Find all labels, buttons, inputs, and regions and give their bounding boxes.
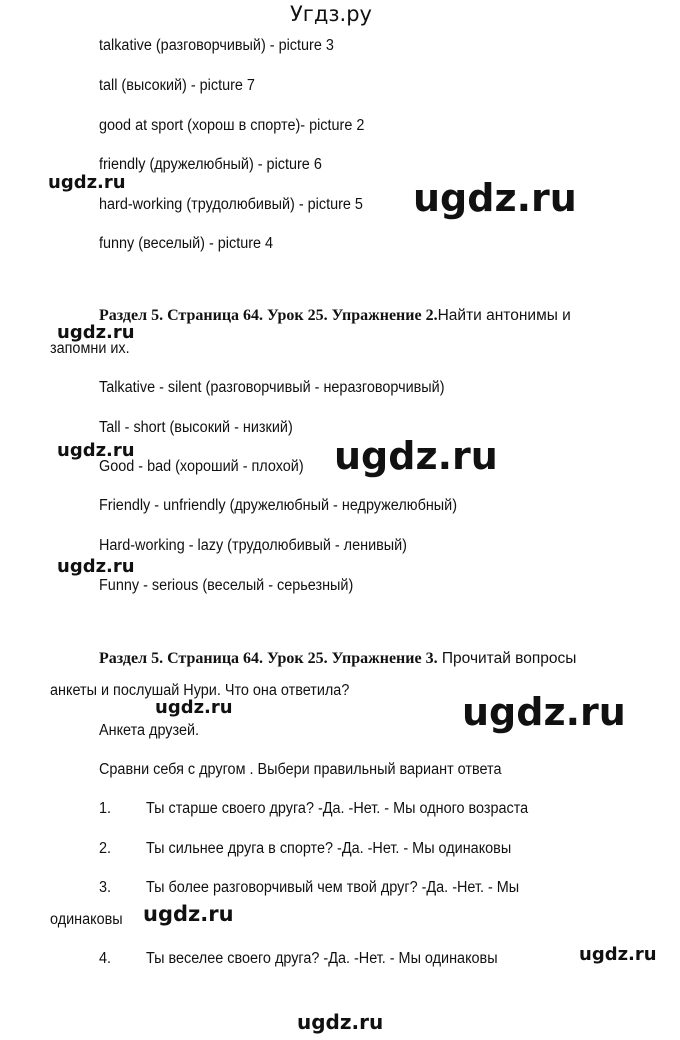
list-item: friendly (дружелюбный) - picture 6 <box>99 156 322 173</box>
list-item: tall (высокий) - picture 7 <box>99 77 255 94</box>
exercise-3-heading-bold: Раздел 5. Страница 64. Урок 25. Упражнение 3. <box>99 650 438 667</box>
antonym-item: Tall - short (высокий - низкий) <box>99 419 293 436</box>
question-number: 4. <box>99 950 112 967</box>
question-number: 1. <box>99 800 112 817</box>
antonym-item: Talkative - silent (разговорчивый - неразговорчивый) <box>99 379 445 396</box>
exercise-2-heading <box>99 307 571 325</box>
watermark-small: ugdz.ru <box>143 902 234 926</box>
watermark-small: ugdz.ru <box>48 172 126 193</box>
question-text: Ты сильнее друга в спорте? -Да. -Нет. - Мы одинаковы <box>146 840 512 857</box>
question-text: Ты более разговорчивый чем твой друг? -Да. -Нет. - Мы <box>146 879 520 896</box>
exercise-3-heading-rest: Прочитай вопросы <box>437 650 577 667</box>
watermark-small: ugdz.ru <box>579 944 657 965</box>
watermark-small: ugdz.ru <box>155 697 233 718</box>
watermark-small: ugdz.ru <box>57 556 135 577</box>
exercise-2-heading-bold: Раздел 5. Страница 64. Урок 25. Упражнение 2. <box>99 307 438 324</box>
list-item: hard-working (трудолюбивый) - picture 5 <box>99 196 363 213</box>
antonym-item: Funny - serious (веселый - серьезный) <box>99 577 354 594</box>
survey-title: Анкета друзей. <box>99 722 200 739</box>
exercise-3-heading-line2: анкеты и послушай Нури. Что она ответила? <box>50 682 350 699</box>
antonym-item: Good - bad (хороший - плохой) <box>99 458 304 475</box>
list-item: funny (веселый) - picture 4 <box>99 235 274 252</box>
watermark-big: ugdz.ru <box>462 690 626 734</box>
watermark-small: ugdz.ru <box>57 322 135 343</box>
list-item: good at sport (хорош в спорте)- picture 2 <box>99 117 365 134</box>
watermark-small: ugdz.ru <box>57 440 135 461</box>
question-text-continued: одинаковы <box>50 911 123 928</box>
exercise-3-heading <box>99 650 576 668</box>
exercise-2-heading-line2: запомни их. <box>50 340 130 357</box>
question-text: Ты старше своего друга? -Да. -Нет. - Мы одного возраста <box>146 800 529 817</box>
exercise-2-heading-rest: Найти антонимы и <box>437 307 571 324</box>
page-title: Угдз.ру <box>290 2 372 26</box>
antonym-item: Friendly - unfriendly (дружелюбный - недружелюбный) <box>99 497 458 514</box>
question-text: Ты веселее своего друга? -Да. -Нет. - Мы одинаковы <box>146 950 498 967</box>
survey-instruction: Сравни себя с другом . Выбери правильный вариант ответа <box>99 761 502 778</box>
antonym-item: Hard-working - lazy (трудолюбивый - ленивый) <box>99 537 407 554</box>
list-item: talkative (разговорчивый) - picture 3 <box>99 37 334 54</box>
watermark-big: ugdz.ru <box>413 176 577 220</box>
watermark-big: ugdz.ru <box>334 434 498 478</box>
question-number: 2. <box>99 840 112 857</box>
footer-watermark: ugdz.ru <box>297 1010 384 1034</box>
question-number: 3. <box>99 879 112 896</box>
